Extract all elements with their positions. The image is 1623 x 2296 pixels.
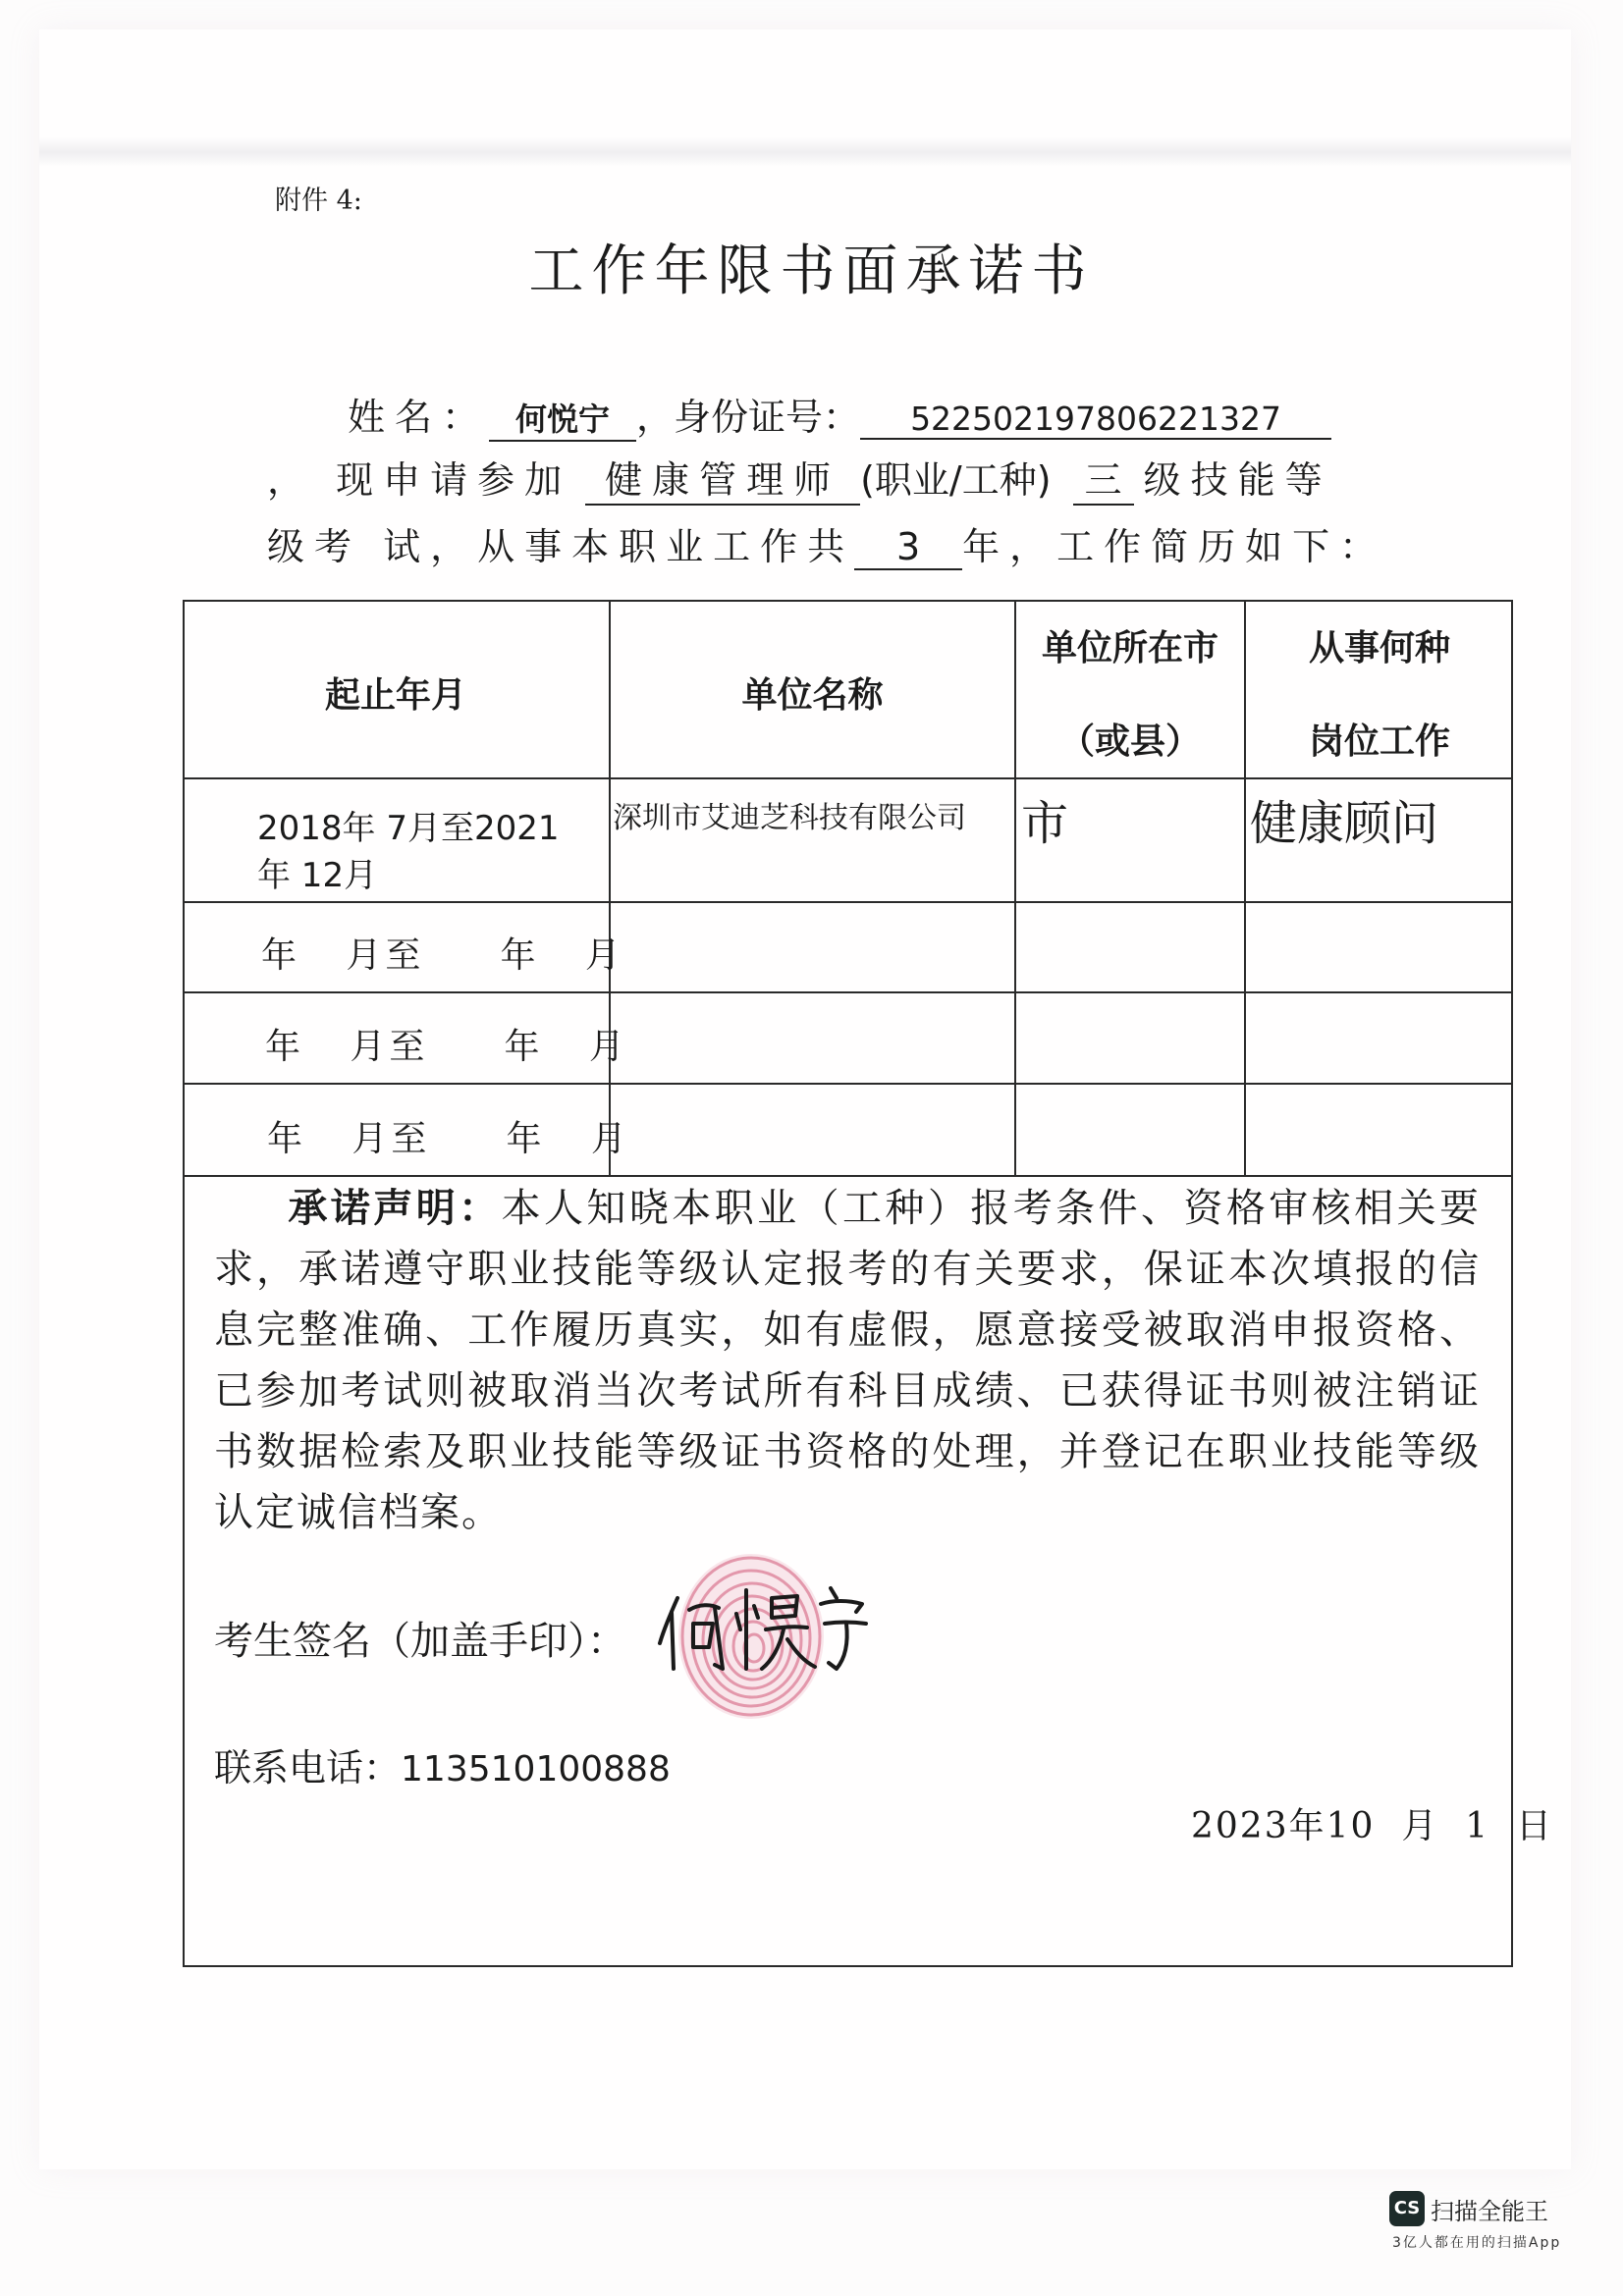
- header-position-line2: 岗位工作: [1308, 721, 1450, 762]
- statement-head: 承诺声明：: [287, 1186, 502, 1231]
- table-rule: [183, 991, 1513, 993]
- table-row-1-position: 健康顾问: [1250, 796, 1439, 851]
- camscanner-logo-icon: CS: [1389, 2191, 1425, 2226]
- scan-smudge: [39, 137, 1571, 167]
- sign-date: 2023年10 月 1 日: [1191, 1806, 1553, 1846]
- period-line-2: 年 12月: [257, 856, 378, 895]
- table-row-2-period: 年 月至 年 月: [261, 935, 624, 976]
- table-row-3-period: 年 月至 年 月: [265, 1027, 628, 1067]
- scanner-watermark: [1389, 2191, 1548, 2226]
- id-label: ，身份证号：: [636, 396, 861, 439]
- page-title: 工作年限书面承诺书: [528, 240, 1095, 303]
- commitment-statement: [214, 1178, 1481, 1543]
- occupation-suffix: (职业/工种): [860, 458, 1052, 502]
- attachment-label: 附件 4:: [275, 186, 362, 216]
- table-row-1-period: [257, 805, 581, 899]
- header-period: 起止年月: [324, 675, 466, 716]
- table-rule: [1014, 600, 1016, 1177]
- header-employer: 单位名称: [741, 675, 884, 716]
- table-rule: [183, 1083, 1513, 1085]
- table-row-1-city: 市: [1021, 796, 1069, 851]
- apply-prefix: ， 现申请参加: [267, 458, 572, 502]
- level-suffix: 级技能等: [1143, 458, 1332, 502]
- table-rule: [183, 1175, 1513, 1177]
- name-label: 姓名：: [348, 396, 490, 439]
- years-suffix: 年，工作简历如下：: [962, 525, 1387, 568]
- header-position-line1: 从事何种: [1308, 628, 1450, 668]
- phone-label: 联系电话：: [214, 1746, 402, 1789]
- applicant-line-2: [267, 450, 1332, 506]
- id-value: 522502197806221327: [860, 400, 1331, 440]
- statement-body: 本人知晓本职业（工种）报考条件、资格审核相关要求，承诺遵守职业技能等级认定报考的有关要求，保证本次填报的信息完整准确、工作履历真实，如有虚假，愿意接受被取消申报资格、已参加考试则被取消当次考试所有科目成绩、已获得证书则被注销证书数据检索及职业技能等级证书资格的处理，并登记在职业技能等级认定诚信档案。: [214, 1186, 1482, 1535]
- phone-value: 113510100888: [401, 1749, 671, 1789]
- header-city-line2: （或县）: [1058, 721, 1201, 762]
- table-rule: [183, 777, 1513, 779]
- header-city-line1: 单位所在市: [1041, 628, 1218, 668]
- table-rule: [1244, 600, 1246, 1177]
- name-value: 何悦宁: [489, 395, 636, 442]
- years-prefix: 级考 试，从事本职业工作共: [267, 525, 855, 568]
- occupation-value: 健康管理师: [585, 450, 860, 506]
- signature-label: 考生签名（加盖手印）：: [214, 1619, 626, 1664]
- watermark-name: 扫描全能王: [1431, 2197, 1548, 2225]
- watermark-tagline: 3亿人都在用的扫描App: [1392, 2235, 1562, 2251]
- applicant-line-1: [348, 387, 1331, 442]
- table-row-1-employer: 深圳市艾迪芝科技有限公司: [613, 801, 966, 835]
- level-value: 三: [1073, 450, 1134, 506]
- applicant-line-3: [267, 516, 1386, 570]
- table-rule: [183, 901, 1513, 903]
- table-row-4-period: 年 月至 年 月: [267, 1119, 630, 1159]
- handwritten-signature: [656, 1571, 882, 1679]
- years-value: 3: [854, 525, 962, 570]
- period-line-1: 2018年 7月至2021: [257, 809, 560, 848]
- phone-line: [214, 1737, 671, 1791]
